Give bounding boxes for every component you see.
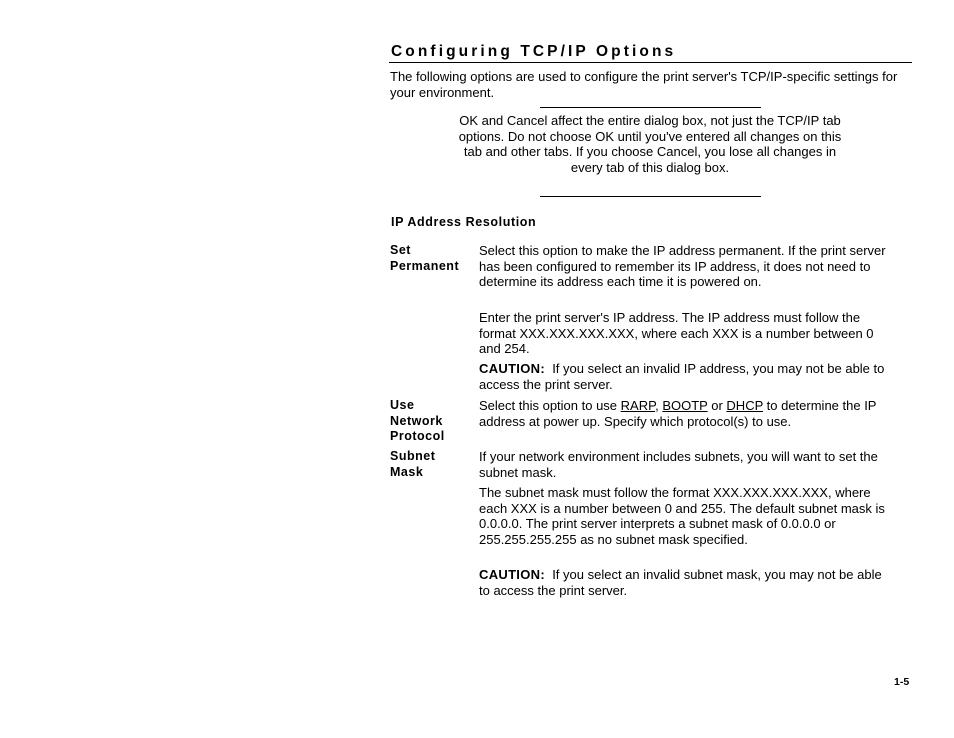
dhcp-link[interactable]: DHCP — [726, 398, 764, 413]
rarp-link[interactable]: RARP — [620, 398, 656, 413]
subnet-mask-caution — [479, 567, 891, 598]
set-permanent-format: Enter the print server's IP address. The IP address must follow the format XXX.XXX.XXX.XXX, where each XXX is a number between 0 and 254. — [479, 310, 874, 356]
intro-paragraph: The following options are used to configure the print server's TCP/IP-specific settings for your environment. — [390, 69, 898, 100]
set-permanent-caution — [479, 361, 891, 392]
term-use-network-protocol — [390, 398, 445, 445]
page-number: 1-5 — [894, 676, 910, 688]
caution-label: CAUTION: — [479, 567, 545, 582]
page-title: Configuring TCP/IP Options — [391, 43, 677, 60]
note-text: OK and Cancel affect the entire dialog box, not just the TCP/IP tab options. Do not choose OK until you've entered all changes on this tab and other tabs. If you choose Cancel, you lose all changes in every tab of this dialog box. — [458, 113, 842, 175]
caution-text: If you select an invalid IP address, you may not be able to access the print server. — [479, 361, 885, 392]
term-subnet-mask — [390, 449, 435, 480]
bootp-link[interactable]: BOOTP — [662, 398, 708, 413]
unp-sep1: , — [655, 398, 663, 413]
note-top-rule — [540, 107, 761, 108]
note-bottom-rule — [540, 196, 761, 197]
term-subnet-line1: Subnet — [390, 449, 436, 463]
term-subnet-line2: Mask — [390, 464, 424, 479]
unp-text-after: to determine the IP address at power up. Specify which protocol(s) to use. — [479, 398, 877, 429]
term-unp-line2: Network — [390, 413, 443, 428]
subnet-mask-format: The subnet mask must follow the format XXX.XXX.XXX.XXX, where each XXX is a number between 0 and 255. The default subnet mask is 0.0.0.0. The print server interprets a subnet mask of 0.0.0.0 or 255.255.255.255 as no subnet mask specified. — [479, 485, 885, 547]
subnet-mask-description: If your network environment includes subnets, you will want to set the subnet mask. — [479, 449, 878, 480]
section-heading: IP Address Resolution — [391, 215, 537, 229]
term-unp-line3: Protocol — [390, 429, 445, 443]
term-set-permanent — [390, 243, 459, 274]
term-set-permanent-line2: Permanent — [390, 258, 460, 273]
caution-text: If you select an invalid subnet mask, you may not be able to access the print server. — [479, 567, 882, 598]
use-network-protocol-description — [479, 398, 891, 429]
unp-sep2: or — [707, 398, 727, 413]
term-unp-line1: Use — [390, 398, 415, 412]
caution-label: CAUTION: — [479, 361, 545, 376]
term-set-permanent-line1: Set — [390, 243, 411, 257]
title-rule — [389, 62, 912, 63]
unp-text-before: Select this option to use — [479, 398, 621, 413]
set-permanent-description: Select this option to make the IP address permanent. If the print server has been configured to remember its IP address, it does not need to determine its address each time it is powered on. — [479, 243, 886, 289]
